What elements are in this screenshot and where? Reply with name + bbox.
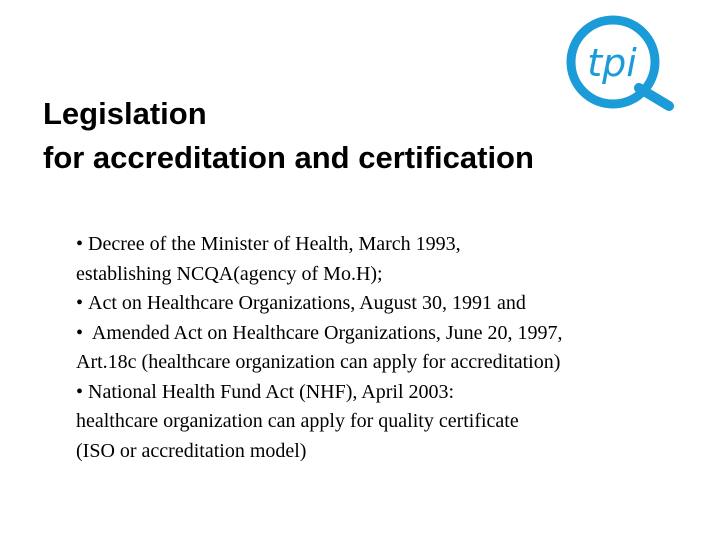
body-line	[76, 319, 706, 349]
title-line-2: for accreditation and certification	[43, 140, 534, 175]
bullet-icon: •	[76, 233, 84, 255]
body-line	[76, 378, 706, 408]
body-line-text: (ISO or accreditation model)	[76, 439, 307, 462]
body-line	[76, 260, 706, 290]
title-line-1: Legislation	[43, 96, 207, 131]
bullet-icon: •	[76, 292, 84, 314]
body-line-text: establishing NCQA(agency of Mo.H);	[76, 262, 383, 285]
body-line	[76, 230, 706, 260]
body-line	[76, 437, 706, 467]
body-line-text: National Health Fund Act (NHF), April 2003:	[88, 380, 455, 403]
slide-title	[43, 92, 683, 180]
body-line-text: Amended Act on Healthcare Organizations, June 20, 1997,	[88, 321, 563, 344]
logo-text: tpi	[587, 41, 637, 85]
body-line	[76, 407, 706, 437]
body-line-text: healthcare organization can apply for quality certificate	[76, 410, 519, 432]
bullet-icon: •	[76, 321, 84, 344]
body-line-text: Art.18c (healthcare organization can apply for accreditation)	[76, 351, 561, 373]
body-line-text: Decree of the Minister of Health, March 1993,	[88, 233, 461, 255]
body-text	[76, 230, 706, 466]
body-line	[76, 289, 706, 319]
body-line-text: Act on Healthcare Organizations, August 30, 1991 and	[88, 292, 526, 314]
body-line	[76, 348, 706, 378]
bullet-icon: •	[76, 380, 84, 403]
